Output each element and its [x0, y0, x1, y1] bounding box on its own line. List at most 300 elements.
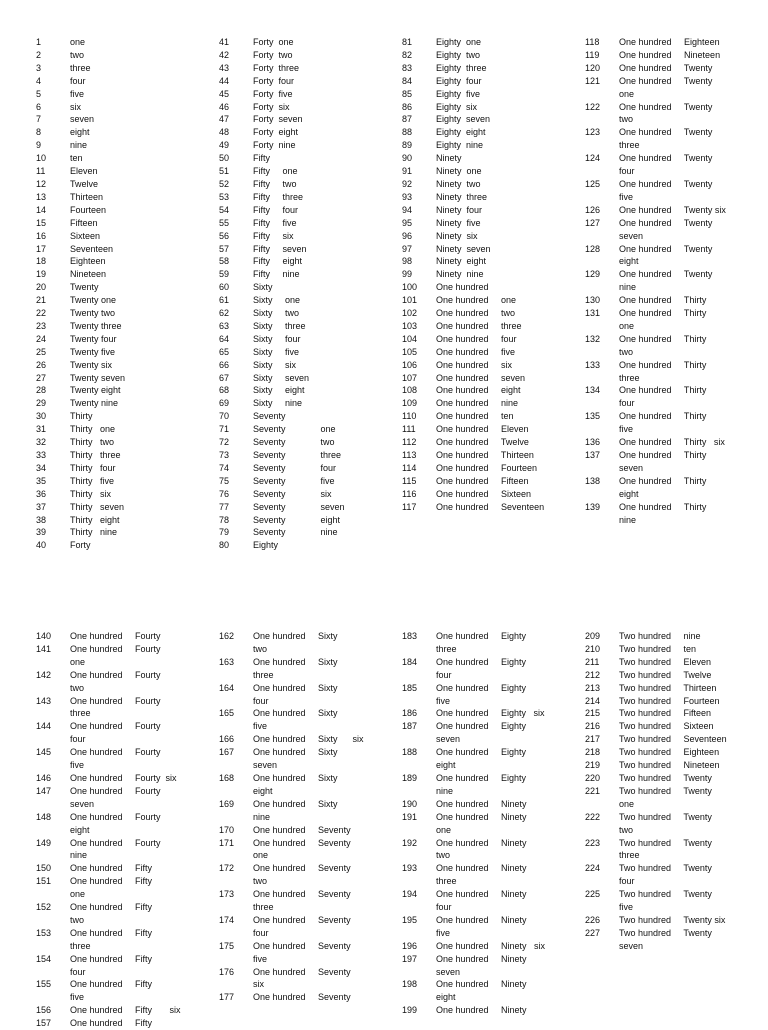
number-entry: [36, 139, 125, 152]
number-entry: [219, 191, 345, 204]
entry-number: 67: [219, 372, 230, 383]
entry-words: Two hundred Twenty: [619, 863, 712, 874]
entry-words: One hundred Sixty: [253, 656, 338, 667]
number-entry: [219, 966, 364, 979]
entry-words: One hundred Twenty: [619, 153, 713, 164]
entry-words: seven: [619, 462, 644, 473]
number-entry: [219, 901, 364, 914]
entry-words: One hundred Twenty six: [619, 204, 726, 215]
entry-number: 32: [36, 437, 47, 448]
entry-words: Seventy eight: [253, 514, 341, 525]
number-entry: [36, 423, 125, 436]
number-entry: [585, 281, 726, 294]
number-entry: [402, 178, 544, 191]
entry-number: 105: [402, 346, 418, 357]
entry-words: Two hundred Eighteen: [619, 747, 720, 758]
entry-words: Ninety four: [436, 204, 483, 215]
entry-number: 138: [585, 475, 601, 486]
number-entry: [36, 720, 181, 733]
number-entry: [36, 733, 181, 746]
entry-number: 135: [585, 411, 601, 422]
entry-number: [219, 953, 253, 966]
entry-number: 177: [219, 992, 235, 1003]
entry-words: five: [619, 424, 634, 435]
number-entry: [36, 862, 181, 875]
number-entry: [585, 501, 726, 514]
entry-number: 156: [36, 1005, 52, 1016]
entry-words: One hundred Sixty: [253, 631, 338, 641]
number-entry: [402, 875, 545, 888]
entry-words: One hundred Fourty: [70, 695, 161, 706]
entry-words: six: [253, 979, 264, 990]
entry-words: Sixteen: [70, 230, 101, 241]
number-entry: [219, 720, 364, 733]
entry-words: nine: [70, 850, 88, 861]
number-entry: [402, 991, 545, 1004]
entry-number: 86: [402, 101, 413, 112]
number-entry: [219, 397, 345, 410]
entry-number: [402, 785, 436, 798]
number-entry: [36, 759, 181, 772]
entry-words: Fifty seven: [253, 243, 307, 254]
number-entry: [36, 488, 125, 501]
entry-number: 110: [402, 411, 417, 422]
number-entry: [36, 824, 181, 837]
number-entry: [219, 927, 364, 940]
entry-number: [585, 346, 619, 359]
entry-number: [585, 113, 619, 126]
number-entry: [585, 346, 726, 359]
entry-number: 169: [219, 798, 235, 809]
entry-number: 27: [36, 372, 47, 383]
number-entry: [402, 695, 545, 708]
entry-words: four: [619, 398, 635, 409]
number-entry: [585, 255, 726, 268]
entry-words: Nineteen: [70, 269, 107, 280]
number-entry: [219, 643, 364, 656]
entry-number: [36, 966, 70, 979]
number-entry: [402, 1004, 545, 1017]
number-entry: [402, 669, 545, 682]
number-entry: [219, 204, 345, 217]
entry-words: Eighteen: [70, 256, 106, 267]
entry-words: Ninety nine: [436, 269, 484, 280]
entry-words: One hundred Ninety: [436, 811, 527, 822]
column-2: [219, 630, 364, 1004]
entry-number: [36, 798, 70, 811]
entry-number: 133: [585, 359, 601, 370]
entry-number: 220: [585, 772, 601, 783]
number-entry: [585, 152, 726, 165]
entry-words: Eleven: [70, 166, 98, 177]
entry-words: four: [619, 166, 635, 177]
entry-words: One hundred Seventy: [253, 889, 351, 900]
entry-words: One hundred Fourty six: [70, 772, 177, 783]
number-entry: [219, 940, 364, 953]
number-entry: [219, 294, 345, 307]
number-entry: [585, 785, 727, 798]
entry-number: 71: [219, 424, 230, 435]
entry-words: Two hundred Fourteen: [619, 695, 720, 706]
entry-words: Sixty one: [253, 295, 301, 306]
number-entry: [402, 410, 544, 423]
number-entry: [585, 656, 727, 669]
entry-number: 106: [402, 359, 418, 370]
entry-words: One hundred Sixty: [253, 682, 338, 693]
entry-words: two: [253, 876, 268, 887]
number-entry: [402, 927, 545, 940]
entry-words: One hundred Sixty: [253, 747, 338, 758]
number-entry: [402, 630, 545, 643]
number-entry: [585, 165, 726, 178]
entry-number: 56: [219, 230, 230, 241]
number-entry: [402, 139, 544, 152]
entry-number: [585, 191, 619, 204]
number-entry: [402, 798, 545, 811]
entry-number: 65: [219, 346, 230, 357]
number-entry: [36, 36, 125, 49]
number-entry: [402, 113, 544, 126]
number-entry: [36, 333, 125, 346]
entry-number: 132: [585, 333, 601, 344]
number-entry: [402, 707, 545, 720]
entry-number: 69: [219, 398, 230, 409]
entry-words: Fifty: [253, 153, 270, 164]
entry-words: One hundred Eighty six: [436, 708, 545, 719]
entry-number: 214: [585, 695, 601, 706]
entry-number: [219, 927, 253, 940]
entry-words: Two hundred Twenty: [619, 927, 712, 938]
entry-words: One hundred Ninety: [436, 889, 527, 900]
entry-words: one: [253, 850, 269, 861]
number-entry: [36, 1004, 181, 1017]
entry-number: 109: [402, 398, 418, 409]
number-entry: [219, 849, 364, 862]
entry-words: Ninety seven: [436, 243, 491, 254]
number-entry: [36, 475, 125, 488]
number-entry: [585, 359, 726, 372]
entry-words: Sixty five: [253, 346, 300, 357]
entry-words: three: [70, 940, 91, 951]
entry-number: [402, 824, 436, 837]
entry-number: [585, 88, 619, 101]
entry-number: 225: [585, 889, 601, 900]
entry-words: Eighty four: [436, 75, 482, 86]
number-entry: [585, 101, 726, 114]
entry-words: four: [436, 902, 452, 913]
entry-number: 54: [219, 204, 230, 215]
entry-number: 157: [36, 1018, 52, 1029]
entry-number: 46: [219, 101, 230, 112]
entry-number: 147: [36, 785, 52, 796]
entry-number: 29: [36, 398, 47, 409]
entry-number: 218: [585, 747, 601, 758]
entry-words: Twenty eight: [70, 385, 121, 396]
number-entry: [219, 759, 364, 772]
number-entry: [402, 475, 544, 488]
entry-number: 191: [402, 811, 418, 822]
entry-number: [219, 978, 253, 991]
entry-words: One hundred Seventy: [253, 992, 351, 1003]
entry-words: One hundred Fourty: [70, 785, 161, 796]
number-entry: [402, 953, 545, 966]
number-entry: [585, 462, 726, 475]
entry-number: 62: [219, 308, 230, 319]
number-entry: [219, 320, 345, 333]
entry-words: Fifty five: [253, 217, 297, 228]
entry-number: 153: [36, 927, 52, 938]
entry-number: 137: [585, 450, 601, 460]
number-entry: [36, 191, 125, 204]
number-entry: [36, 359, 125, 372]
number-entry: [402, 307, 544, 320]
entry-number: [219, 695, 253, 708]
entry-words: Seventy four: [253, 462, 337, 473]
entry-number: [585, 462, 619, 475]
entry-words: three: [619, 372, 640, 383]
entry-number: [402, 733, 436, 746]
entry-number: [36, 824, 70, 837]
entry-words: four: [70, 734, 86, 745]
entry-number: 152: [36, 902, 52, 913]
entry-number: 134: [585, 385, 601, 396]
entry-words: eight: [436, 760, 456, 771]
entry-words: Ninety eight: [436, 256, 487, 267]
entry-words: One hundred Eighty: [436, 721, 527, 732]
number-entry: [402, 191, 544, 204]
entry-words: One hundred Ninety: [436, 979, 527, 990]
entry-words: Thirty nine: [70, 527, 118, 538]
entry-number: 83: [402, 62, 413, 73]
entry-words: Forty eight: [253, 127, 299, 138]
number-entry: [585, 191, 726, 204]
number-entry: [585, 243, 726, 256]
entry-words: Two hundred Fifteen: [619, 708, 712, 719]
entry-number: 70: [219, 411, 230, 422]
entry-number: [402, 695, 436, 708]
entry-number: 38: [36, 514, 47, 525]
entry-words: four: [70, 75, 86, 86]
entry-words: Fifty two: [253, 178, 297, 189]
entry-number: 36: [36, 488, 47, 499]
entry-words: four: [253, 927, 269, 938]
entry-words: five: [436, 695, 451, 706]
number-entry: [36, 966, 181, 979]
entry-words: One hundred Ninety six: [436, 940, 546, 951]
entry-number: [219, 811, 253, 824]
entry-number: [585, 320, 619, 333]
entry-number: [585, 824, 619, 837]
entry-number: 33: [36, 450, 47, 460]
entry-words: Fifty one: [253, 166, 298, 177]
number-entry: [219, 126, 345, 139]
number-entry: [219, 991, 364, 1004]
entry-number: 130: [585, 295, 601, 306]
number-entry: [402, 372, 544, 385]
entry-number: 196: [402, 940, 418, 951]
entry-number: [219, 785, 253, 798]
entry-number: 91: [402, 166, 413, 177]
entry-words: One hundred Seventy: [253, 824, 351, 835]
entry-number: 192: [402, 837, 418, 848]
entry-words: Seventy nine: [253, 527, 338, 538]
entry-words: Eighty two: [436, 49, 481, 60]
entry-number: 162: [219, 631, 235, 641]
entry-number: 140: [36, 631, 52, 641]
entry-number: [219, 759, 253, 772]
entry-number: 66: [219, 359, 230, 370]
entry-number: 81: [402, 37, 413, 47]
number-entry: [585, 268, 726, 281]
entry-number: 18: [36, 256, 47, 267]
entry-words: Fifty six: [253, 230, 294, 241]
number-entry: [585, 888, 727, 901]
entry-words: seven: [436, 966, 461, 977]
entry-words: One hundred Thirty: [619, 308, 707, 319]
entry-words: one: [70, 37, 86, 47]
number-entry: [219, 978, 364, 991]
entry-words: seven: [70, 114, 95, 125]
entry-words: one: [70, 656, 86, 667]
entry-words: Twenty three: [70, 320, 122, 331]
entry-number: 10: [36, 153, 47, 164]
entry-words: One hundred Thirty: [619, 475, 707, 486]
entry-number: 19: [36, 269, 47, 280]
entry-number: 2: [36, 49, 42, 60]
number-entry: [402, 333, 544, 346]
entry-number: 107: [402, 372, 418, 383]
number-entry: [402, 165, 544, 178]
number-entry: [585, 178, 726, 191]
entry-words: One hundred Seventy: [253, 914, 351, 925]
entry-number: 120: [585, 62, 601, 73]
entry-words: Sixty three: [253, 320, 306, 331]
entry-number: 155: [36, 979, 52, 990]
number-entry: [219, 888, 364, 901]
entry-number: [585, 849, 619, 862]
number-entry: [402, 255, 544, 268]
entry-number: 88: [402, 127, 413, 138]
entry-words: Forty one: [253, 37, 294, 47]
entry-words: nine: [619, 282, 637, 293]
number-entry: [402, 656, 545, 669]
entry-number: [585, 139, 619, 152]
entry-number: [36, 682, 70, 695]
entry-number: 173: [219, 889, 235, 900]
entry-number: [219, 720, 253, 733]
entry-number: 85: [402, 88, 413, 99]
entry-number: 131: [585, 308, 601, 319]
entry-words: three: [253, 902, 274, 913]
number-entry: [36, 901, 181, 914]
entry-words: Thirty: [70, 411, 93, 422]
entry-words: one: [436, 824, 452, 835]
entry-number: 128: [585, 243, 601, 254]
number-entry: [585, 940, 727, 953]
number-entry: [585, 49, 726, 62]
entry-words: Fifty three: [253, 191, 304, 202]
entry-number: 5: [36, 88, 42, 99]
entry-words: Forty two: [253, 49, 293, 60]
entry-words: Ninety five: [436, 217, 481, 228]
entry-words: Fifteen: [70, 217, 98, 228]
entry-number: 175: [219, 940, 235, 951]
entry-number: 25: [36, 346, 47, 357]
entry-number: 42: [219, 49, 230, 60]
entry-number: 14: [36, 204, 47, 215]
entry-words: One hundred Fourty: [70, 721, 161, 732]
entry-words: Two hundred Twenty: [619, 837, 712, 848]
number-entry: [402, 62, 544, 75]
number-entry: [36, 953, 181, 966]
entry-number: 124: [585, 153, 601, 164]
entry-words: Thirty eight: [70, 514, 120, 525]
number-entry: [219, 488, 345, 501]
number-entry: [585, 824, 727, 837]
entry-words: One hundred Seventeen: [436, 501, 545, 512]
entry-words: Forty four: [253, 75, 295, 86]
number-entry: [402, 268, 544, 281]
entry-words: one: [619, 798, 635, 809]
number-entry: [36, 230, 125, 243]
entry-number: 51: [219, 166, 230, 177]
entry-words: Thirteen: [70, 191, 104, 202]
number-entry: [402, 966, 545, 979]
entry-number: 24: [36, 333, 47, 344]
number-entry: [36, 643, 181, 656]
number-entry: [219, 113, 345, 126]
entry-number: 12: [36, 178, 47, 189]
entry-number: 176: [219, 966, 235, 977]
entry-words: One hundred Twenty: [619, 127, 713, 138]
entry-words: Eighty six: [436, 101, 478, 112]
number-entry: [402, 888, 545, 901]
entry-number: 55: [219, 217, 230, 228]
number-entry: [36, 746, 181, 759]
number-entry: [585, 720, 727, 733]
number-entry: [36, 462, 125, 475]
entry-words: eight: [619, 256, 639, 267]
entry-words: Thirty six: [70, 488, 112, 499]
number-entry: [219, 359, 345, 372]
entry-words: Sixty two: [253, 308, 300, 319]
number-entry: [219, 217, 345, 230]
entry-number: [36, 759, 70, 772]
number-entry: [585, 875, 727, 888]
entry-words: three: [619, 140, 640, 151]
entry-words: One hundred Thirty: [619, 411, 707, 422]
number-entry: [585, 901, 727, 914]
entry-words: Two hundred Twenty six: [619, 914, 726, 925]
entry-number: 212: [585, 669, 601, 680]
number-entry: [219, 178, 345, 191]
number-entry: [36, 126, 125, 139]
number-entry: [219, 475, 345, 488]
entry-number: 76: [219, 488, 230, 499]
entry-words: five: [619, 191, 634, 202]
entry-words: One hundred seven: [436, 372, 526, 383]
entry-number: 217: [585, 734, 601, 745]
entry-words: four: [253, 695, 269, 706]
entry-number: 57: [219, 243, 230, 254]
entry-number: 75: [219, 475, 230, 486]
entry-words: Fifty four: [253, 204, 299, 215]
number-entry: [219, 410, 345, 423]
entry-words: Forty nine: [253, 140, 296, 151]
entry-number: 163: [219, 656, 235, 667]
entry-number: 98: [402, 256, 413, 267]
entry-words: nine: [253, 811, 271, 822]
